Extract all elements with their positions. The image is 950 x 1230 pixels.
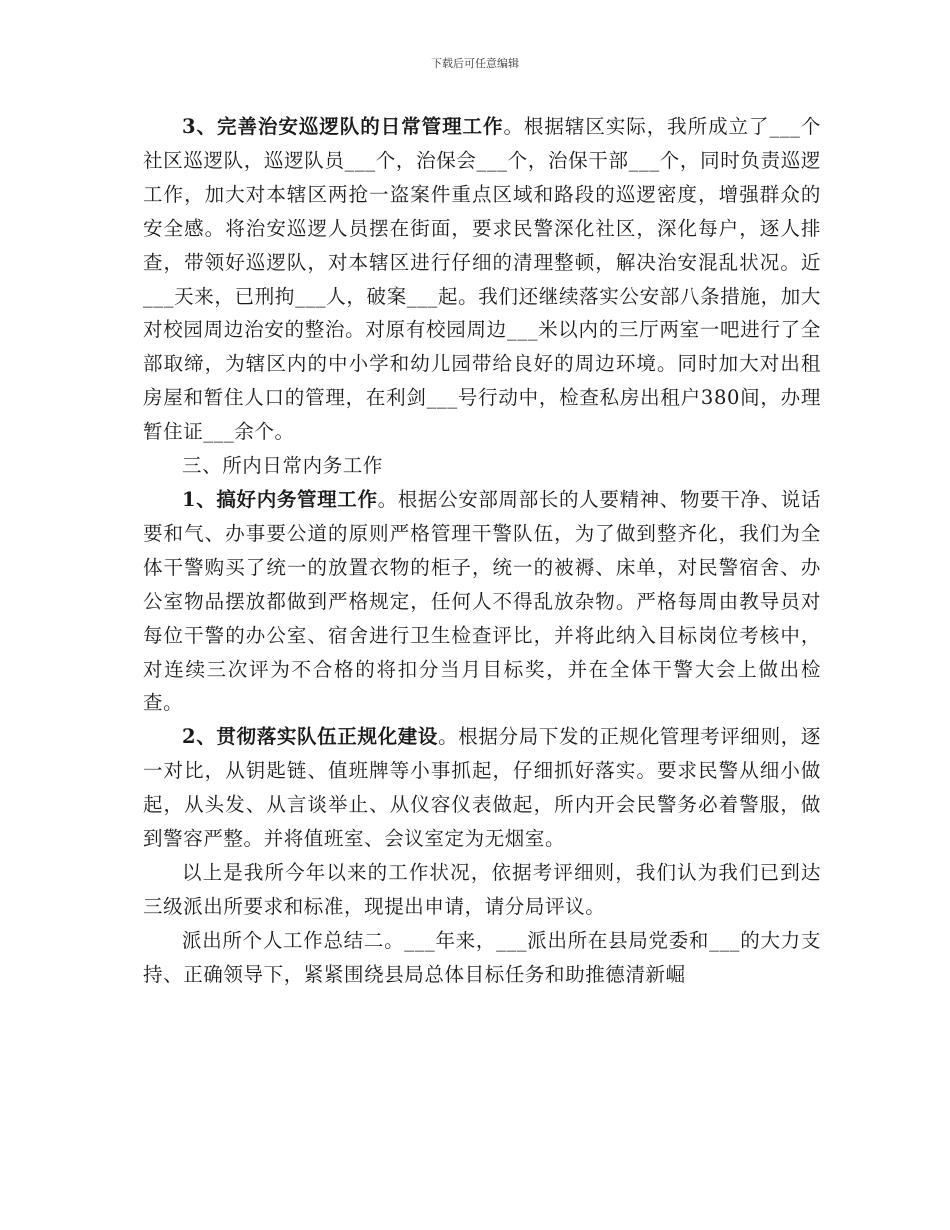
- paragraph-standardization: [143, 720, 821, 856]
- page-header: 下载后可任意编辑: [431, 57, 519, 70]
- paragraph-patrol-management: [143, 110, 821, 449]
- paragraph-summary-two: [143, 924, 821, 992]
- section-heading-internal-affairs: [143, 449, 821, 483]
- paragraph-text: 以上是我所今年以来的工作状况，依据考评细则，我们认为我们已到达三级派出所要求和标准，现提出申请，请分局评议。: [143, 860, 821, 918]
- paragraph-lead: 2、贯彻落实队伍正规化建设: [182, 725, 439, 749]
- paragraph-conclusion: [143, 856, 821, 924]
- paragraph-text: 。根据公安部周部长的人要精神、物要干净、说话要和气、办事要公道的原则严格管理干警队伍，为了做到整齐化，我们为全体干警购买了统一的放置衣物的柜子，统一的被褥、床单，对民警宿舍、办公室物品摆放都做到严格规定，任何人不得乱放杂物。严格每周由教导员对每位干警的办公室、宿舍进行卫生检查评比，并将此纳入目标岗位考核中，对连续三次评为不合格的将扣分当月目标奖，并在全体干警大会上做出检查。: [143, 487, 821, 715]
- paragraph-text: 。根据分局下发的正规化管理考评细则，逐一对比，从钥匙链、值班牌等小事抓起，仔细抓好落实。要求民警从细小做起，从头发、从言谈举止、从仪容仪表做起，所内开会民警务必着警服，做到警容严整。并将值班室、会议室定为无烟室。: [143, 725, 821, 851]
- paragraph-text: 三、所内日常内务工作: [182, 454, 384, 478]
- document-body: [143, 110, 821, 992]
- paragraph-internal-management: [143, 483, 821, 720]
- paragraph-text: 。根据辖区实际，我所成立了___个社区巡逻队，巡逻队员___个，治保会___个，治保干部___个，同时负责巡逻工作，加大对本辖区两抢一盗案件重点区域和路段的巡逻密度，增强群众的安全感。将治安巡逻人员摆在街面，要求民警深化社区，深化每户，逐人排查，带领好巡逻队，对本辖区进行仔细的清理整顿，解决治安混乱状况。近___天来，已刑拘___人，破案___起。我们还继续落实公安部八条措施，加大对校园周边治安的整治。对原有校园周边___米以内的三厅两室一吧进行了全部取缔，为辖区内的中小学和幼儿园带给良好的周边环境。同时加大对出租房屋和暂住人口的管理，在利剑___号行动中，检查私房出租户380间，办理暂住证___余个。: [143, 115, 821, 444]
- paragraph-text: 派出所个人工作总结二。___年来，___派出所在县局党委和___的大力支持、正确领导下，紧紧围绕县局总体目标任务和助推德清新崛: [143, 928, 821, 986]
- paragraph-lead: 1、搞好内务管理工作: [182, 487, 378, 511]
- paragraph-lead: 3、完善治安巡逻队的日常管理工作: [182, 115, 504, 138]
